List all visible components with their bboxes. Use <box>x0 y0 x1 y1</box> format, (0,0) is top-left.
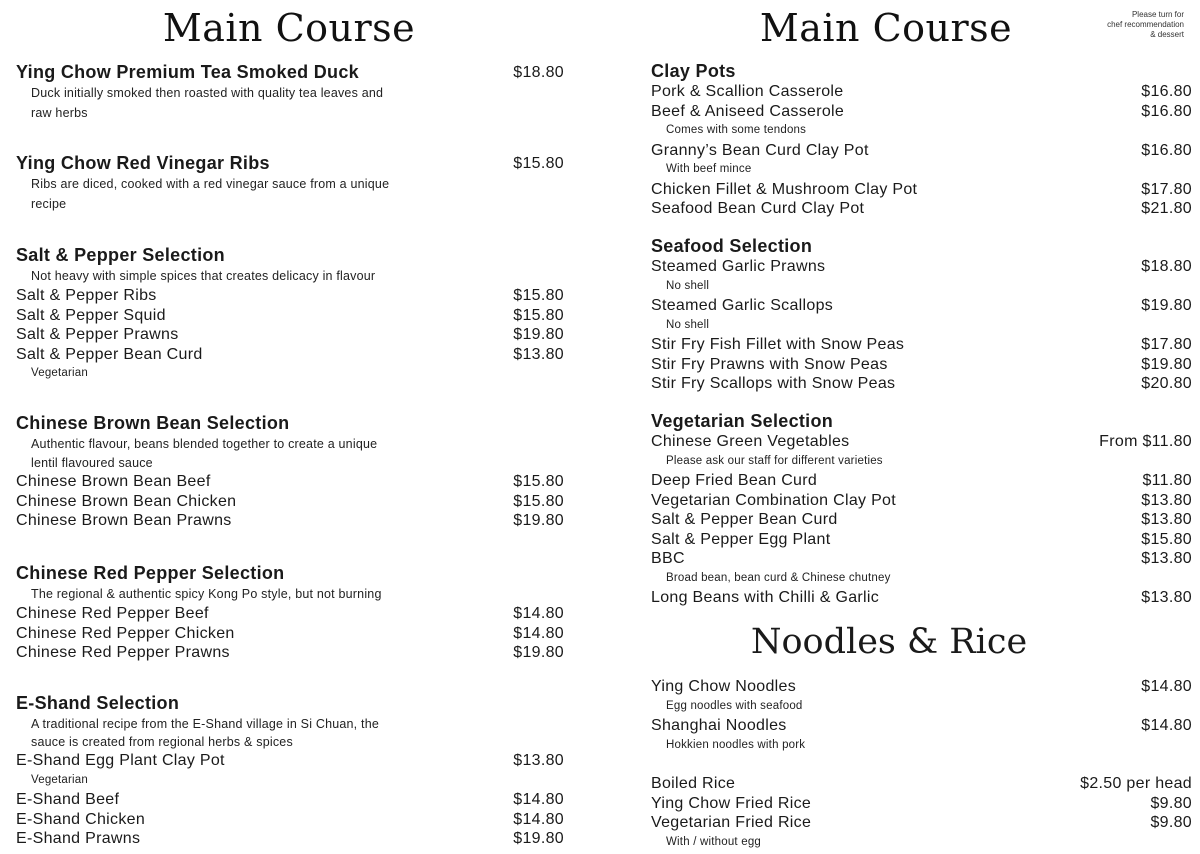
menu-section <box>16 563 564 663</box>
item-name: Chinese Red Pepper Beef <box>16 605 209 622</box>
item-name: Ying Chow Noodles <box>651 678 797 695</box>
item-price: $13.80 <box>513 752 564 769</box>
item-name: Chinese Red Pepper Chicken <box>16 624 235 642</box>
menu-item <box>16 604 564 624</box>
menu-item <box>651 257 1192 277</box>
item-price: $14.80 <box>513 605 564 622</box>
item-price: $15.80 <box>513 155 564 172</box>
note-line: & dessert <box>1150 30 1184 39</box>
menu-item <box>16 511 564 531</box>
item-name: BBC <box>651 550 685 567</box>
menu-item <box>16 153 564 174</box>
item-name: Long Beans with Chilli & Garlic <box>651 589 880 606</box>
item-description: raw herbs <box>31 106 88 120</box>
menu-section <box>16 413 564 531</box>
menu-item <box>16 751 564 771</box>
section-heading: Chinese Red Pepper Selection <box>16 563 285 583</box>
noodles-section <box>651 677 1192 755</box>
item-note: No shell <box>666 318 710 331</box>
menu-item <box>651 355 1192 375</box>
item-description: Duck initially smoked then roasted with quality tea leaves and <box>31 86 384 100</box>
menu-item <box>16 829 564 849</box>
menu-item <box>651 774 1192 794</box>
menu-item <box>651 510 1192 530</box>
menu-item <box>16 790 564 810</box>
menu-item <box>651 794 1192 814</box>
item-name: Steamed Garlic Scallops <box>651 297 834 314</box>
item-price: $15.80 <box>513 306 564 324</box>
menu-item <box>651 813 1192 833</box>
item-price: $14.80 <box>513 624 564 642</box>
menu-section <box>16 693 564 849</box>
menu-item <box>651 82 1192 102</box>
item-price: $15.80 <box>1141 530 1192 548</box>
item-note: Please ask our staff for different varieties <box>666 454 883 467</box>
item-name: Salt & Pepper Ribs <box>16 287 157 304</box>
rice-section <box>651 774 1192 852</box>
menu-item <box>651 199 1192 219</box>
item-price: $17.80 <box>1141 180 1192 198</box>
menu-section <box>16 245 564 384</box>
section-heading: Salt & Pepper Selection <box>16 245 225 265</box>
menu-item <box>651 716 1192 736</box>
item-name: E-Shand Prawns <box>16 830 141 847</box>
note-line: Please turn for <box>1131 10 1184 19</box>
item-price: $13.80 <box>1141 589 1192 606</box>
menu-item <box>16 624 564 644</box>
item-name: Salt & Pepper Bean Curd <box>16 345 203 363</box>
page-title: Main Course <box>162 6 416 50</box>
section-heading: Chinese Brown Bean Selection <box>16 413 290 433</box>
item-name: Stir Fry Fish Fillet with Snow Peas <box>651 336 905 353</box>
item-price: $19.80 <box>513 512 564 529</box>
item-name: Chinese Brown Bean Chicken <box>16 492 237 510</box>
menu-item <box>651 335 1192 355</box>
menu-item <box>16 62 564 83</box>
section-description: Authentic flavour, beans blended together to create a unique <box>31 437 378 451</box>
item-price: $16.80 <box>1141 141 1192 159</box>
menu-item <box>651 677 1192 697</box>
note-line: chef recommendation <box>1107 20 1184 29</box>
item-name: Salt & Pepper Bean Curd <box>651 511 838 528</box>
section-heading: Seafood Selection <box>651 236 813 256</box>
menu-item <box>651 102 1192 122</box>
item-price: $15.80 <box>513 473 564 490</box>
item-note: Vegetarian <box>31 773 88 786</box>
item-name: Pork & Scallion Casserole <box>651 83 844 100</box>
item-price: $18.80 <box>513 64 564 81</box>
item-name: Ying Chow Fried Rice <box>651 794 812 812</box>
item-note: No shell <box>666 279 710 292</box>
menu-item <box>16 472 564 492</box>
noodles-rice-title: Noodles & Rice <box>750 622 1028 662</box>
item-note: Comes with some tendons <box>666 124 807 136</box>
section-heading: Clay Pots <box>651 61 736 81</box>
item-name: Ying Chow Red Vinegar Ribs <box>16 153 270 173</box>
item-name: Beef & Aniseed Casserole <box>651 102 845 120</box>
menu-item <box>16 306 564 326</box>
item-price: $20.80 <box>1141 375 1192 392</box>
menu-section <box>16 153 564 214</box>
menu-item <box>16 643 564 663</box>
menu-section <box>651 61 1192 219</box>
item-note: Egg noodles with seafood <box>666 699 803 712</box>
menu-section <box>651 236 1192 394</box>
section-description: sauce is created from regional herbs & spices <box>31 735 293 749</box>
item-name: Chinese Red Pepper Prawns <box>16 644 230 661</box>
item-price: From $11.80 <box>1099 433 1192 450</box>
menu-item <box>16 492 564 512</box>
menu-item <box>16 345 564 365</box>
item-name: Salt & Pepper Squid <box>16 306 166 324</box>
item-price: $9.80 <box>1150 794 1192 812</box>
item-note: With beef mince <box>666 163 752 175</box>
item-price: $15.80 <box>513 492 564 510</box>
menu-item <box>651 530 1192 550</box>
item-price: $14.80 <box>513 810 564 828</box>
item-price: $19.80 <box>1141 297 1192 314</box>
item-name: Salt & Pepper Egg Plant <box>651 530 831 548</box>
item-name: Stir Fry Scallops with Snow Peas <box>651 375 896 392</box>
item-price: $21.80 <box>1141 200 1192 217</box>
item-price: $13.80 <box>1141 491 1192 509</box>
menu-item <box>651 141 1192 161</box>
item-price: $17.80 <box>1141 336 1192 353</box>
item-price: $19.80 <box>513 644 564 661</box>
menu-item <box>16 286 564 306</box>
item-name: Chinese Brown Bean Beef <box>16 473 211 490</box>
item-name: Boiled Rice <box>651 775 736 792</box>
item-price: $18.80 <box>1141 258 1192 275</box>
section-description: The regional & authentic spicy Kong Po style, but not burning <box>31 587 382 601</box>
menu-section <box>16 62 564 123</box>
item-price: $14.80 <box>513 791 564 808</box>
menu-item <box>651 180 1192 200</box>
turn-page-note <box>1074 10 1184 40</box>
item-description: recipe <box>31 197 67 211</box>
item-price: $15.80 <box>513 287 564 304</box>
item-note: With / without egg <box>666 835 762 848</box>
item-name: Chinese Green Vegetables <box>651 433 850 450</box>
item-price: $13.80 <box>1141 511 1192 528</box>
page-title: Main Course <box>759 6 1013 50</box>
item-name: Vegetarian Fried Rice <box>651 814 812 831</box>
item-name: Seafood Bean Curd Clay Pot <box>651 200 865 217</box>
menu-item <box>16 810 564 830</box>
item-name: Ying Chow Premium Tea Smoked Duck <box>16 62 359 82</box>
item-name: Chinese Brown Bean Prawns <box>16 512 232 529</box>
menu-section <box>651 411 1192 608</box>
item-note: Vegetarian <box>31 367 88 379</box>
menu-item <box>651 549 1192 569</box>
item-name: E-Shand Chicken <box>16 810 146 828</box>
section-description: lentil flavoured sauce <box>31 456 153 470</box>
item-price: $9.80 <box>1150 814 1192 831</box>
item-price: $14.80 <box>1141 717 1192 734</box>
item-name: Salt & Pepper Prawns <box>16 326 179 343</box>
menu-item <box>651 491 1192 511</box>
item-price: $14.80 <box>1141 678 1192 695</box>
item-description: Ribs are diced, cooked with a red vinegar sauce from a unique <box>31 177 390 191</box>
item-price: $2.50 per head <box>1080 775 1192 792</box>
menu-item <box>651 296 1192 316</box>
section-heading: E-Shand Selection <box>16 693 180 713</box>
item-price: $19.80 <box>513 326 564 343</box>
menu-item <box>16 325 564 345</box>
item-price: $11.80 <box>1142 472 1192 489</box>
section-description: Not heavy with simple spices that creates delicacy in flavour <box>31 269 376 283</box>
section-heading: Vegetarian Selection <box>651 411 834 431</box>
item-name: Stir Fry Prawns with Snow Peas <box>651 355 888 373</box>
item-price: $13.80 <box>513 345 564 363</box>
item-name: Shanghai Noodles <box>651 717 787 734</box>
item-price: $13.80 <box>1141 550 1192 567</box>
menu-item <box>651 432 1192 452</box>
item-name: Chicken Fillet & Mushroom Clay Pot <box>651 180 918 198</box>
item-price: $16.80 <box>1141 83 1192 100</box>
menu-item <box>651 374 1192 394</box>
menu-item <box>651 588 1192 608</box>
item-note: Hokkien noodles with pork <box>666 738 806 751</box>
section-description: A traditional recipe from the E-Shand village in Si Chuan, the <box>31 717 380 731</box>
item-name: E-Shand Egg Plant Clay Pot <box>16 752 225 769</box>
item-price: $19.80 <box>513 830 564 847</box>
item-price: $16.80 <box>1141 102 1192 120</box>
item-name: Granny’s Bean Curd Clay Pot <box>651 141 869 159</box>
item-name: Deep Fried Bean Curd <box>651 472 818 489</box>
menu-item <box>651 471 1192 491</box>
item-note: Broad bean, bean curd & Chinese chutney <box>666 571 891 584</box>
item-name: Vegetarian Combination Clay Pot <box>651 491 896 509</box>
item-name: E-Shand Beef <box>16 791 120 808</box>
item-name: Steamed Garlic Prawns <box>651 258 826 275</box>
item-price: $19.80 <box>1141 355 1192 373</box>
